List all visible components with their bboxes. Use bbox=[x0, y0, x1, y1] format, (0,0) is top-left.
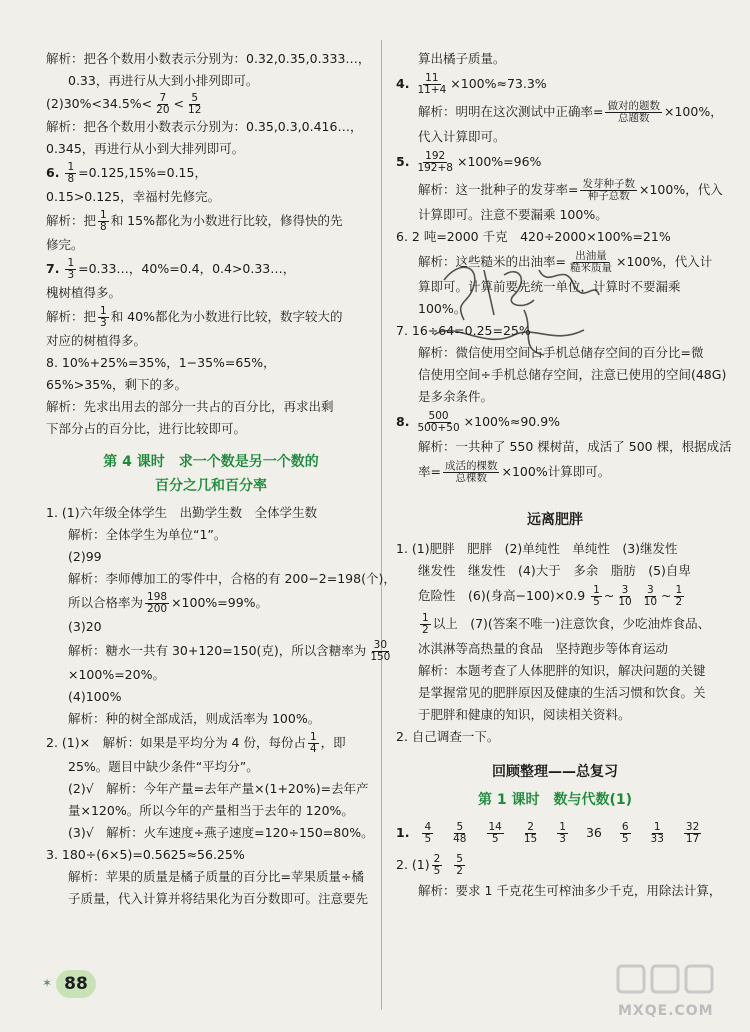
denominator: 8 bbox=[67, 173, 75, 185]
text-line bbox=[396, 70, 714, 98]
text: 算即可。计算前要先统一单位，计算时不要漏乘 bbox=[418, 279, 681, 294]
text: 2. (1) bbox=[396, 857, 430, 872]
text: 所以合格率为 bbox=[68, 595, 144, 610]
numerator: 11 bbox=[425, 72, 439, 84]
text: 解析：这一批种子的发芽率= bbox=[418, 182, 579, 197]
text: ~ bbox=[603, 588, 615, 603]
text-line bbox=[396, 560, 714, 582]
denominator: 总题数 bbox=[617, 112, 650, 124]
text: 88 bbox=[64, 974, 88, 994]
handwritten-scribble bbox=[424, 240, 614, 370]
text: 修完。 bbox=[46, 237, 84, 252]
text: ×100%，代入 bbox=[638, 182, 723, 197]
fraction bbox=[649, 822, 666, 845]
fraction bbox=[605, 101, 662, 124]
text-line bbox=[46, 822, 376, 844]
text-line bbox=[46, 208, 376, 234]
text: MXQE.COM bbox=[618, 1003, 714, 1019]
text-line bbox=[46, 138, 376, 160]
fraction bbox=[591, 585, 602, 608]
text: 对应的树植得多。 bbox=[46, 333, 147, 348]
fraction bbox=[154, 93, 171, 116]
denominator: 3 bbox=[100, 317, 107, 329]
numerator: 3 bbox=[621, 584, 629, 596]
text: 1. (1)六年级全体学生 出勤学生数 全体学生数 bbox=[46, 505, 318, 520]
denominator: 150 bbox=[370, 651, 391, 663]
text-line bbox=[46, 616, 376, 638]
item-number: 1. bbox=[396, 825, 410, 840]
text: 下部分占的百分比，进行比较即可。 bbox=[46, 421, 247, 436]
number: 36 bbox=[585, 825, 602, 840]
right-column bbox=[396, 48, 732, 902]
text-line bbox=[46, 48, 376, 70]
fraction bbox=[415, 411, 461, 434]
fraction bbox=[674, 585, 685, 608]
text: 量×120%。所以今年的产量相当于去年的 120%。 bbox=[68, 803, 354, 818]
text: 是掌握常见的肥胖原因及健康的生活习惯和饮食。关 bbox=[418, 685, 706, 700]
fraction bbox=[65, 162, 76, 185]
text: 代入计算即可。 bbox=[418, 129, 506, 144]
denominator: 192+8 bbox=[417, 162, 453, 174]
fraction bbox=[98, 210, 109, 233]
left-column bbox=[46, 48, 396, 910]
text: 率= bbox=[418, 464, 441, 479]
text-line bbox=[396, 582, 714, 610]
text-line bbox=[46, 92, 376, 116]
fraction bbox=[415, 73, 448, 96]
text-line bbox=[46, 418, 376, 440]
text: 算出橘子质量。 bbox=[418, 51, 506, 66]
text-line bbox=[396, 126, 714, 148]
text: 解析：把 bbox=[46, 309, 97, 324]
fraction bbox=[642, 585, 659, 608]
item-number: 4. bbox=[396, 76, 410, 91]
fraction bbox=[415, 151, 455, 174]
denominator: 20 bbox=[156, 104, 170, 116]
numerator: 4 bbox=[424, 821, 432, 833]
text-line bbox=[46, 256, 376, 282]
page-number bbox=[56, 970, 96, 998]
text: (2)√ 解析：今年产量=去年产量×(1+20%)=去年产 bbox=[68, 781, 369, 796]
text-line bbox=[396, 704, 714, 726]
text: 于肥胖和健康的知识，阅读相关资料。 bbox=[418, 707, 631, 722]
text: (3)√ 解析：火车速度÷燕子速度=120÷150=80%。 bbox=[68, 825, 374, 840]
fraction bbox=[186, 93, 203, 116]
section-title bbox=[396, 508, 714, 532]
text-line bbox=[46, 638, 391, 664]
item-number: 6. bbox=[46, 165, 60, 180]
fraction bbox=[432, 854, 443, 877]
text-line bbox=[396, 816, 714, 850]
text-line bbox=[46, 374, 376, 396]
text: < bbox=[173, 96, 185, 111]
text-line bbox=[46, 186, 376, 208]
text: ×100%， bbox=[663, 104, 723, 119]
denominator: 2 bbox=[675, 596, 683, 608]
text-line bbox=[46, 888, 376, 910]
fraction bbox=[620, 822, 631, 845]
denominator: 5 bbox=[424, 833, 432, 845]
fraction bbox=[557, 822, 568, 845]
text: 解析：苹果的质量是橘子质量的百分比=苹果质量÷橘 bbox=[68, 869, 364, 884]
fraction bbox=[454, 854, 465, 877]
numerator: 2 bbox=[527, 821, 534, 833]
fraction bbox=[616, 585, 633, 608]
numerator: 1 bbox=[309, 731, 317, 743]
text-line bbox=[46, 70, 376, 92]
text: ×100%计算即可。 bbox=[501, 464, 611, 479]
text-line bbox=[396, 48, 714, 70]
numerator: 5 bbox=[456, 821, 464, 833]
item-number: 5. bbox=[396, 154, 410, 169]
text-line bbox=[396, 386, 714, 408]
text: 解析：这些糙米的出油率= bbox=[418, 254, 566, 269]
text-line bbox=[46, 756, 376, 778]
text-line bbox=[396, 148, 714, 176]
numerator: 1 bbox=[653, 821, 661, 833]
text: 计算即可。注意不要漏乘 100%。 bbox=[418, 207, 608, 222]
text-line bbox=[46, 590, 376, 616]
denominator: 10 bbox=[643, 596, 658, 608]
text: 信使用空间÷手机总储存空间，注意已使用的空间(48G) bbox=[418, 367, 727, 382]
text-line bbox=[396, 726, 714, 748]
numerator: 500 bbox=[428, 410, 449, 422]
text-line bbox=[46, 844, 376, 866]
denominator: 8 bbox=[100, 221, 107, 233]
text-line bbox=[46, 708, 376, 730]
text: 100%。 bbox=[418, 301, 467, 316]
text: 解析：把 bbox=[46, 213, 97, 228]
text: 解析：一共种了 550 棵树苗，成活了 500 棵，根据成活 bbox=[418, 439, 732, 454]
text: 解析：李师傅加工的零件中，合格的有 200−2=198(个)， bbox=[68, 571, 396, 586]
text: 百分之几和百分率 bbox=[155, 478, 267, 494]
text: 2. 自己调查一下。 bbox=[396, 729, 500, 744]
text: (2)99 bbox=[68, 549, 102, 564]
fraction bbox=[487, 822, 504, 845]
text: 继发性 继发性 (4)大于 多余 脂肪 (5)自卑 bbox=[418, 563, 691, 578]
text-line bbox=[396, 880, 722, 902]
numerator: 1 bbox=[559, 821, 566, 833]
numerator: 1 bbox=[100, 209, 107, 221]
text-line bbox=[46, 800, 376, 822]
denominator: 12 bbox=[188, 104, 202, 116]
text-line bbox=[46, 330, 376, 352]
text: (3)20 bbox=[68, 619, 102, 634]
numerator: 1 bbox=[67, 161, 75, 173]
text: 25%。题目中缺少条件“平均分”。 bbox=[68, 759, 259, 774]
numerator: 192 bbox=[425, 150, 446, 162]
fraction bbox=[443, 461, 500, 484]
text-line bbox=[46, 116, 376, 138]
text-line bbox=[396, 682, 714, 704]
fraction bbox=[684, 822, 701, 845]
text: ×100%=99%。 bbox=[171, 595, 269, 610]
text: 解析：全体学生为单位“1”。 bbox=[68, 527, 227, 542]
numerator: 30 bbox=[373, 639, 388, 651]
numerator: 发芽种子数 bbox=[582, 178, 635, 190]
numerator: 1 bbox=[100, 305, 107, 317]
text: 回顾整理——总复习 bbox=[492, 764, 618, 780]
denominator: 2 bbox=[456, 865, 463, 877]
text: 以上 (7)(答案不唯一)注意饮食，少吃油炸食品、 bbox=[432, 616, 711, 631]
text: 8. 10%+25%=35%，1−35%=65%， bbox=[46, 355, 276, 370]
fraction bbox=[65, 258, 76, 281]
text: ~ bbox=[661, 588, 672, 603]
text: (4)100% bbox=[68, 689, 122, 704]
denominator: 5 bbox=[433, 865, 441, 877]
numerator: 做对的题数 bbox=[607, 100, 660, 112]
numerator: 198 bbox=[147, 591, 168, 603]
text-line bbox=[46, 568, 396, 590]
text: 和 15%都化为小数进行比较，修得快的先 bbox=[110, 213, 343, 228]
star-icon: ✶ bbox=[42, 976, 53, 990]
numerator: 5 bbox=[191, 92, 199, 104]
item-number: 7. bbox=[46, 261, 60, 276]
text-line bbox=[396, 436, 732, 458]
text: 第 4 课时 求一个数是另一个数的 bbox=[103, 454, 319, 470]
text: 解析：微信使用空间占手机总储存空间的百分比=微 bbox=[418, 345, 704, 360]
text: 解析：种的树全部成活，则成活率为 100%。 bbox=[68, 711, 321, 726]
text: 解析：把各个数用小数表示分别为：0.35,0.3,0.416…， bbox=[46, 119, 363, 134]
denominator: 3 bbox=[559, 833, 566, 845]
numerator: 1 bbox=[675, 584, 683, 596]
text: 解析：糖水一共有 30+120=150(克)，所以含糖率为 bbox=[68, 643, 367, 658]
text: ×100%，代入计 bbox=[615, 254, 713, 269]
text: ×100%≈73.3% bbox=[450, 76, 547, 91]
numerator: 14 bbox=[488, 821, 502, 833]
fraction bbox=[98, 306, 109, 329]
text: 65%>35%，剩下的多。 bbox=[46, 377, 188, 392]
text-line bbox=[46, 160, 376, 186]
text-line bbox=[396, 98, 723, 126]
denominator: 17 bbox=[685, 833, 700, 845]
text: 是多余条件。 bbox=[418, 389, 494, 404]
denominator: 糙米质量 bbox=[569, 262, 612, 274]
numerator: 1 bbox=[422, 612, 429, 624]
text: 0.15>0.125，幸福村先修完。 bbox=[46, 189, 221, 204]
numerator: 2 bbox=[433, 853, 441, 865]
text: 0.33，再进行从大到小排列即可。 bbox=[68, 73, 259, 88]
denominator: 5 bbox=[491, 833, 499, 845]
column-divider bbox=[381, 40, 382, 1010]
fraction bbox=[368, 640, 392, 663]
numerator: 1 bbox=[67, 257, 75, 269]
denominator: 48 bbox=[453, 833, 467, 845]
denominator: 10 bbox=[618, 596, 632, 608]
denominator: 总棵数 bbox=[455, 472, 487, 484]
text-line bbox=[46, 546, 376, 568]
denominator: 2 bbox=[422, 624, 429, 636]
denominator: 4 bbox=[309, 743, 317, 755]
fraction bbox=[451, 822, 468, 845]
section-title bbox=[396, 788, 714, 812]
numerator: 1 bbox=[593, 584, 600, 596]
item-number: 8. bbox=[396, 414, 410, 429]
text-line bbox=[46, 304, 376, 330]
text: 第 1 课时 数与代数(1) bbox=[477, 792, 633, 808]
text-line bbox=[46, 352, 376, 374]
text-line bbox=[396, 458, 714, 486]
denominator: 5 bbox=[593, 596, 600, 608]
text: (2)30%<34.5%< bbox=[46, 96, 153, 111]
denominator: 500+50 bbox=[417, 422, 460, 434]
text-line bbox=[396, 660, 714, 682]
text: ，即 bbox=[320, 735, 346, 750]
text-line bbox=[396, 610, 714, 638]
denominator: 3 bbox=[67, 269, 75, 281]
text-line bbox=[396, 176, 723, 204]
fraction bbox=[422, 822, 433, 845]
numerator: 出油量 bbox=[575, 250, 607, 262]
section-title bbox=[46, 474, 376, 498]
text: 解析：先求出用去的部分一共占的百分比，再求出剩 bbox=[46, 399, 334, 414]
denominator: 11+4 bbox=[417, 84, 447, 96]
fraction bbox=[580, 179, 637, 202]
text: 2. (1)× 解析：如果是平均分为 4 份，每份占 bbox=[46, 735, 306, 750]
text-line bbox=[396, 408, 714, 436]
text-line bbox=[46, 282, 376, 304]
denominator: 5 bbox=[621, 833, 629, 845]
numerator: 成活的棵数 bbox=[444, 460, 498, 472]
fraction bbox=[522, 822, 539, 845]
text: 和 40%都化为小数进行比较，数字较大的 bbox=[110, 309, 343, 324]
fraction bbox=[145, 592, 169, 615]
text: 危险性 (6)(身高−100)×0.9 bbox=[418, 588, 586, 603]
text-line bbox=[46, 686, 376, 708]
fraction bbox=[420, 613, 431, 636]
text: 远离肥胖 bbox=[527, 512, 583, 528]
text: 3. 180÷(6×5)=0.5625≈56.25% bbox=[46, 847, 245, 862]
text: =0.33…，40%=0.4，0.4>0.33…， bbox=[78, 261, 296, 276]
watermark-text bbox=[618, 1003, 714, 1019]
numerator: 5 bbox=[456, 853, 463, 865]
text-line bbox=[46, 730, 376, 756]
denominator: 200 bbox=[147, 603, 168, 615]
fraction bbox=[308, 732, 319, 755]
text-line bbox=[396, 850, 714, 880]
text-line bbox=[396, 538, 714, 560]
text-line bbox=[396, 204, 714, 226]
denominator: 15 bbox=[523, 833, 538, 845]
numerator: 3 bbox=[647, 584, 654, 596]
text: 槐树植得多。 bbox=[46, 285, 122, 300]
text-line bbox=[46, 664, 376, 686]
text: 1. (1)肥胖 肥胖 (2)单纯性 单纯性 (3)继发性 bbox=[396, 541, 678, 556]
text: =0.125,15%=0.15， bbox=[78, 165, 207, 180]
text-line bbox=[46, 778, 376, 800]
text: ×100%=96% bbox=[456, 154, 542, 169]
numerator: 6 bbox=[621, 821, 629, 833]
text: 子质量，代入计算并将结果化为百分数即可。注意要先 bbox=[68, 891, 369, 906]
denominator: 种子总数 bbox=[587, 190, 630, 202]
text: 6. 2 吨=2000 千克 420÷2000×100%=21% bbox=[396, 229, 671, 244]
text-line bbox=[46, 502, 376, 524]
text: 解析：明明在这次测试中正确率= bbox=[418, 104, 604, 119]
text: ×100%=20%。 bbox=[68, 667, 165, 682]
text: 解析：要求 1 千克花生可榨油多少千克，用除法计算， bbox=[418, 883, 722, 898]
text: 0.345，再进行从小到大排列即可。 bbox=[46, 141, 245, 156]
numerator: 7 bbox=[159, 92, 167, 104]
section-title bbox=[396, 760, 714, 784]
text-line bbox=[46, 524, 376, 546]
text: 冰淇淋等高热量的食品 坚持跑步等体育运动 bbox=[418, 641, 669, 656]
text: 解析：把各个数用小数表示分别为：0.32,0.35,0.333…， bbox=[46, 51, 371, 66]
section-title bbox=[46, 450, 376, 474]
text-line bbox=[46, 234, 376, 256]
text-line bbox=[46, 396, 376, 418]
text-line bbox=[46, 866, 376, 888]
text: 解析：本题考查了人体肥胖的知识，解决问题的关键 bbox=[418, 663, 706, 678]
denominator: 33 bbox=[650, 833, 664, 845]
text: ×100%≈90.9% bbox=[463, 414, 561, 429]
text: 7. 16÷64=0.25=25% bbox=[396, 323, 531, 338]
numerator: 32 bbox=[685, 821, 700, 833]
text-line bbox=[396, 638, 714, 660]
